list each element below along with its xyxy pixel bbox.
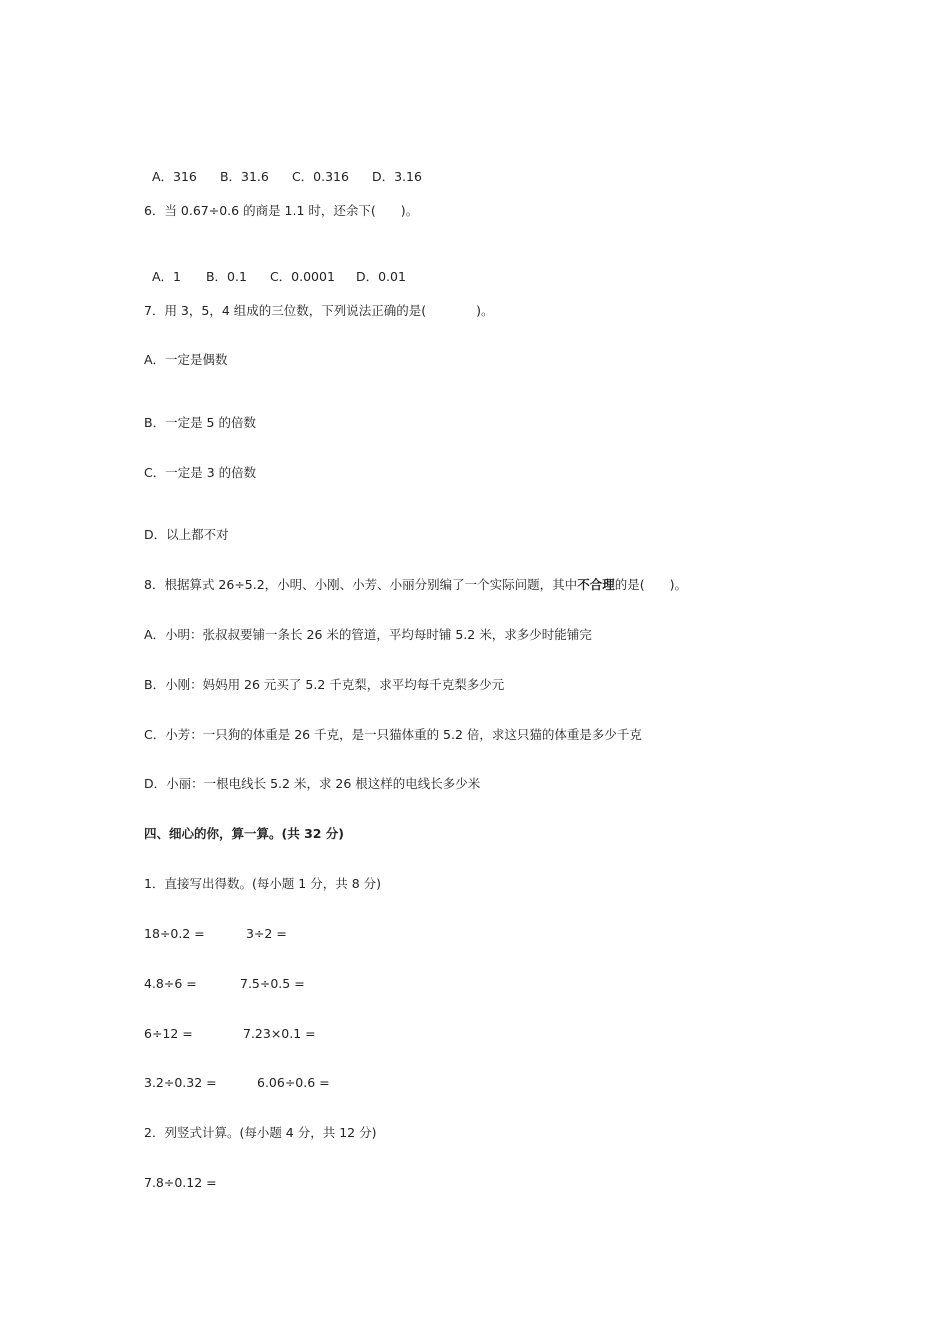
- calc-row-3-left: 6÷12 =: [144, 1026, 193, 1041]
- calc-row-4-left: 3.2÷0.32 =: [144, 1075, 217, 1090]
- calc-row-1-right: 3÷2 =: [246, 926, 287, 941]
- q7-option-d: D．以上都不对: [144, 527, 229, 542]
- q5-option-c: C．0.316: [291, 169, 349, 184]
- q8-stem-after: 的是( )。: [614, 577, 687, 592]
- q5-option-b: B．31.6: [219, 169, 269, 184]
- q6-option-d: D．0.01: [355, 269, 406, 284]
- calc-row-4-right: 6.06÷0.6 =: [257, 1075, 330, 1090]
- q7-option-c: C．一定是 3 的倍数: [144, 465, 257, 480]
- calc-row-2-left: 4.8÷6 =: [144, 976, 197, 991]
- q7-option-a: A．一定是偶数: [144, 352, 228, 367]
- q5-options: [144, 153, 422, 185]
- q8-option-a: A．小明：张叔叔要铺一条长 26 米的管道，平均每时铺 5.2 米，求多少时能铺完: [144, 627, 592, 642]
- q6-option-a: A．1: [151, 269, 181, 284]
- calc-row-2-right: 7.5÷0.5 =: [240, 976, 305, 991]
- q6-stem: 6．当 0.67÷0.6 的商是 1.1 时，还余下( )。: [144, 203, 419, 218]
- section4-part1-title: 1．直接写出得数。(每小题 1 分，共 8 分): [144, 876, 382, 891]
- q5-option-a: A．316: [151, 169, 197, 184]
- q5-option-d: D．3.16: [371, 169, 422, 184]
- q8-option-c: C．小芳：一只狗的体重是 26 千克，是一只猫体重的 5.2 倍，求这只猫的体重是多少千克: [144, 727, 642, 742]
- q6-options: [144, 253, 406, 285]
- vertical-calc-1: 7.8÷0.12 =: [144, 1175, 217, 1190]
- q8-stem-before: 8．根据算式 26÷5.2，小明、小刚、小芳、小丽分别编了一个实际问题，其中: [144, 577, 578, 592]
- q8-stem: [144, 577, 687, 593]
- q6-option-c: C．0.0001: [269, 269, 335, 284]
- q8-stem-bold: 不合理: [577, 577, 615, 592]
- calc-row-3-right: 7.23×0.1 =: [243, 1026, 316, 1041]
- q8-option-d: D．小丽：一根电线长 5.2 米，求 26 根这样的电线长多少米: [144, 776, 481, 791]
- q6-option-b: B．0.1: [205, 269, 247, 284]
- q7-option-b: B．一定是 5 的倍数: [144, 415, 256, 430]
- section4-title: 四、细心的你，算一算。(共 32 分): [144, 826, 345, 841]
- q8-option-b: B．小刚：妈妈用 26 元买了 5.2 千克梨，求平均每千克梨多少元: [144, 677, 505, 692]
- calc-row-1-left: 18÷0.2 =: [144, 926, 205, 941]
- q7-stem: 7．用 3，5，4 组成的三位数，下列说法正确的是( )。: [144, 303, 494, 318]
- section4-part2-title: 2．列竖式计算。(每小题 4 分，共 12 分): [144, 1125, 377, 1140]
